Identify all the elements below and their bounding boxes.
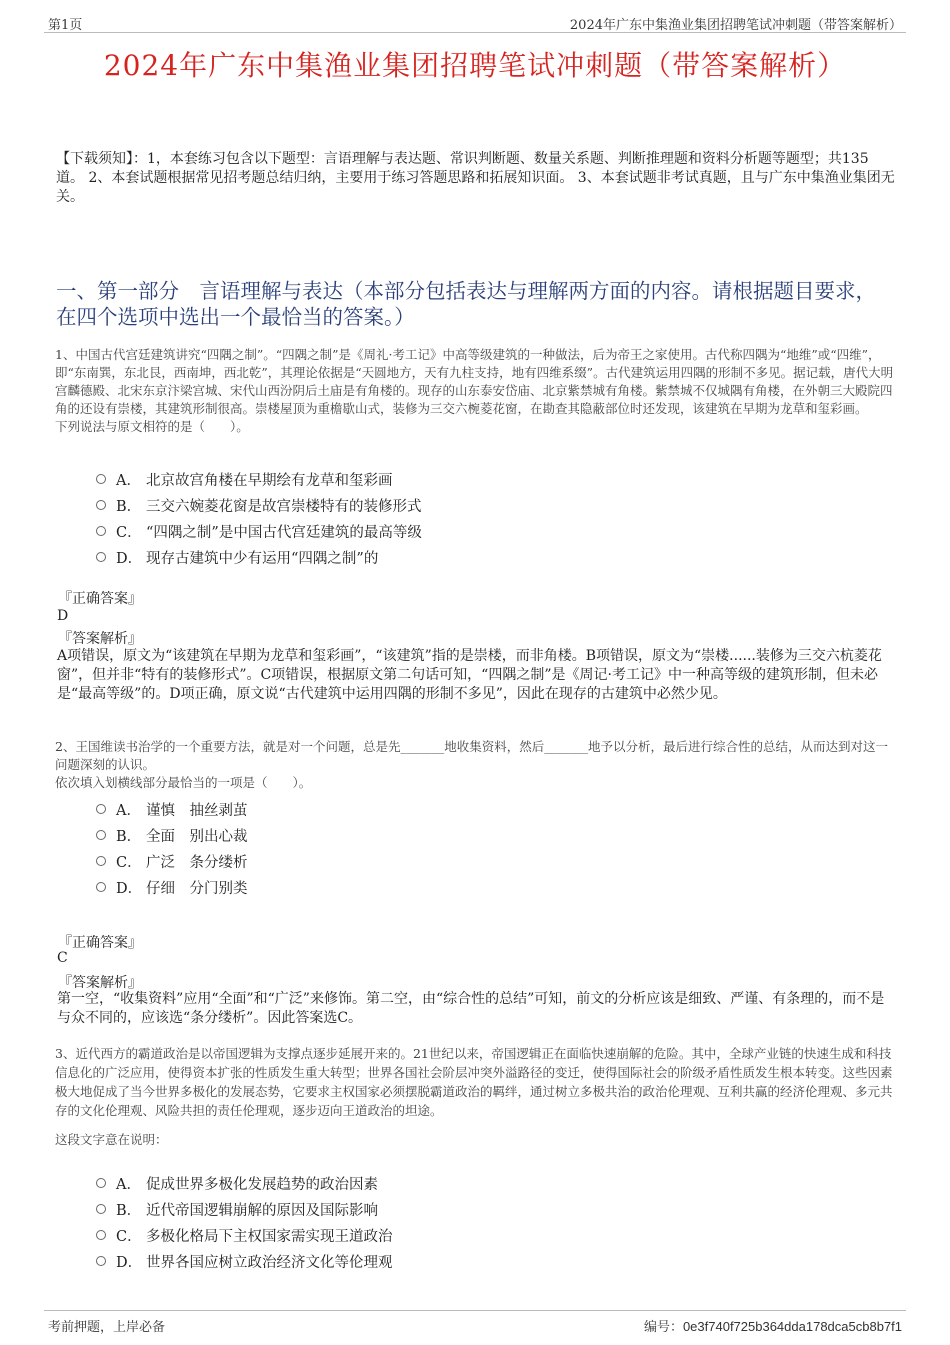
question-2-option-c[interactable] [96, 848, 248, 874]
option-text: 谨慎 抽丝剥茧 [146, 802, 248, 819]
question-1-answer-label: 『正确答案』 [58, 591, 142, 607]
question-2-answer: C [57, 950, 68, 966]
section-heading: 一、第一部分 言语理解与表达（本部分包括表达与理解两方面的内容。请根据题目要求，在四个选项中选出一个最恰当的答案。） [56, 279, 876, 329]
radio-icon[interactable] [96, 830, 106, 840]
radio-icon[interactable] [96, 500, 106, 510]
radio-icon[interactable] [96, 1230, 106, 1240]
question-1-explain-label: 『答案解析』 [58, 631, 142, 647]
download-notice: 【下载须知】：1，本套练习包含以下题型：言语理解与表达题、常识判断题、数量关系题、判断推理题和资料分析题等题型；共135道。 2、本套试题根据常见招考题总结归纳，主要用于练习答题思路和拓展知识面。 3、本套试题非考试真题，且与广东中集渔业集团无关。 [56, 151, 895, 205]
question-2-prompt: 依次填入划横线部分最恰当的一项是（ ）。 [55, 775, 312, 790]
document-title: 2024年广东中集渔业集团招聘笔试冲刺题（带答案解析） [103, 49, 847, 82]
radio-icon[interactable] [96, 526, 106, 536]
option-key: D． [116, 1254, 143, 1271]
question-1-prompt: 下列说法与原文相符的是（ ）。 [55, 419, 249, 434]
question-3-option-b[interactable] [96, 1196, 393, 1222]
option-key: B． [116, 498, 142, 515]
option-text: 近代帝国逻辑崩解的原因及国际影响 [146, 1202, 378, 1219]
question-2-body: 2、王国维读书治学的一个重要方法，就是对一个问题，总是先_______地收集资料，然后_______地予以分析，最后进行综合性的总结，从而达到对这一问题深刻的认识。 [55, 739, 888, 772]
question-2-option-b[interactable] [96, 822, 248, 848]
page-number: 第1页 [48, 18, 83, 33]
question-1-explanation: A项错误，原文为“该建筑在早期为龙草和玺彩画”，“该建筑”指的是崇楼，而非角楼。B项错误，原文为“崇楼......装修为三交六杭菱花窗”，但并非“特有的装修形式”。C项错误，根据原文第二句话可知，“四隅之制”是《周记·考工记》中一种高等级的建筑形制，但未必是“最高等级”的。D项正确，原文说“古代建筑中运用四隅的形制不多见”，因此在现存的古建筑中必然少见。 [57, 648, 882, 702]
option-key: C． [116, 854, 142, 871]
option-text: 广泛 条分缕析 [146, 854, 248, 871]
option-text: 世界各国应树立政治经济文化等伦理观 [146, 1254, 393, 1271]
question-1-option-a[interactable] [96, 466, 422, 492]
question-1-option-c[interactable] [96, 518, 422, 544]
radio-icon[interactable] [96, 882, 106, 892]
option-text: 仔细 分门别类 [146, 880, 248, 897]
option-key: B． [116, 1202, 142, 1219]
option-key: D． [116, 880, 143, 897]
footer-code-label: 编号： [643, 1320, 683, 1335]
question-2-explain-label: 『答案解析』 [58, 975, 142, 991]
question-1-answer: D [57, 608, 69, 624]
option-key: A． [116, 472, 141, 489]
question-3-option-c[interactable] [96, 1222, 393, 1248]
option-key: A． [116, 802, 141, 819]
question-2-options [96, 796, 248, 900]
option-text: 促成世界多极化发展趋势的政治因素 [146, 1176, 378, 1193]
option-key: D． [116, 550, 143, 567]
question-2-option-a[interactable] [96, 796, 248, 822]
radio-icon[interactable] [96, 804, 106, 814]
footer-slogan: 考前押题，上岸必备 [48, 1320, 166, 1335]
option-text: 北京故宫角楼在早期绘有龙草和玺彩画 [146, 472, 393, 489]
question-1-options [96, 466, 422, 570]
question-3-body: 3、近代西方的霸道政治是以帝国逻辑为支撑点逐步延展开来的。21世纪以来，帝国逻辑正在面临快速崩解的危险。其中，全球产业链的快速生成和科技信息化的广泛应用，使得资本扩张的性质发生重大转型；世界各国社会阶层冲突外溢路径的变迁，使得国际社会的阶级矛盾性质发生根本转变。这些因素极大地促成了当今世界多极化的发展态势，它要求主权国家必须摆脱霸道政治的羁绊，通过树立多极共治的政治伦理观、互利共赢的经济伦理观、多元共存的文化伦理观、风险共担的责任伦理观，逐步迈向王道政治的坦途。 [55, 1046, 893, 1118]
question-1-option-b[interactable] [96, 492, 422, 518]
option-text: 多极化格局下主权国家需实现王道政治 [146, 1228, 393, 1245]
radio-icon[interactable] [96, 1178, 106, 1188]
radio-icon[interactable] [96, 474, 106, 484]
radio-icon[interactable] [96, 856, 106, 866]
question-1-body: 1、中国古代宫廷建筑讲究“四隅之制”。“四隅之制”是《周礼·考工记》中高等级建筑的一种做法，后为帝王之家使用。古代称四隅为“地维”或“四维”，即“东南巽，东北艮，西南坤，西北乾”，其理论依据是“天圆地方，天有九柱支持，地有四维系缀”。古代建筑运用四隅的形制不多见。据记载，唐代大明宫麟德殿、北宋东京汴梁宫城、宋代山西汾阴后土庙是有角楼的。现存的山东泰安岱庙、北京紫禁城有角楼。紫禁城不仅城隅有角楼，在外朝三大殿院四角的还设有崇楼，其建筑形制很高。崇楼屋顶为重檐歇山式，装修为三交六椀菱花窗，在勘查其隐蔽部位时还发现，该建筑在早期为龙草和玺彩画。 [55, 347, 894, 416]
option-key: A． [116, 1176, 141, 1193]
page-footer [44, 1310, 906, 1335]
option-text: “四隅之制”是中国古代宫廷建筑的最高等级 [146, 524, 422, 541]
question-2-text [55, 738, 895, 792]
question-3-options [96, 1170, 393, 1274]
option-key: C． [116, 1228, 142, 1245]
question-3-prompt: 这段文字意在说明： [55, 1132, 168, 1147]
radio-icon[interactable] [96, 1204, 106, 1214]
page-header [44, 12, 906, 33]
question-2-option-d[interactable] [96, 874, 248, 900]
question-1-text [55, 346, 895, 436]
radio-icon[interactable] [96, 1256, 106, 1266]
question-1-option-d[interactable] [96, 544, 422, 570]
question-2-answer-label: 『正确答案』 [58, 935, 142, 951]
option-text: 全面 别出心裁 [146, 828, 248, 845]
option-text: 现存古建筑中少有运用“四隅之制”的 [146, 550, 379, 567]
footer-code [644, 1316, 902, 1335]
option-key: B． [116, 828, 142, 845]
question-3-text [55, 1044, 895, 1149]
question-3-option-d[interactable] [96, 1248, 393, 1274]
question-2-explanation: 第一空，“收集资料”应用“全面”和“广泛”来修饰。第二空，由“综合性的总结”可知，前文的分析应该是细致、严谨、有条理的，而不是与众不同的，应该选“条分缕析”。因此答案选C。 [57, 991, 885, 1026]
question-3-option-a[interactable] [96, 1170, 393, 1196]
radio-icon[interactable] [96, 552, 106, 562]
option-key: C． [116, 524, 142, 541]
option-text: 三交六婉菱花窗是故宫崇楼特有的装修形式 [146, 498, 422, 515]
footer-code-value: 0e3f740f725b364dda178dca5cb8b7f1 [682, 1319, 902, 1334]
header-doc-title: 2024年广东中集渔业集团招聘笔试冲刺题（带答案解析） [569, 18, 902, 33]
